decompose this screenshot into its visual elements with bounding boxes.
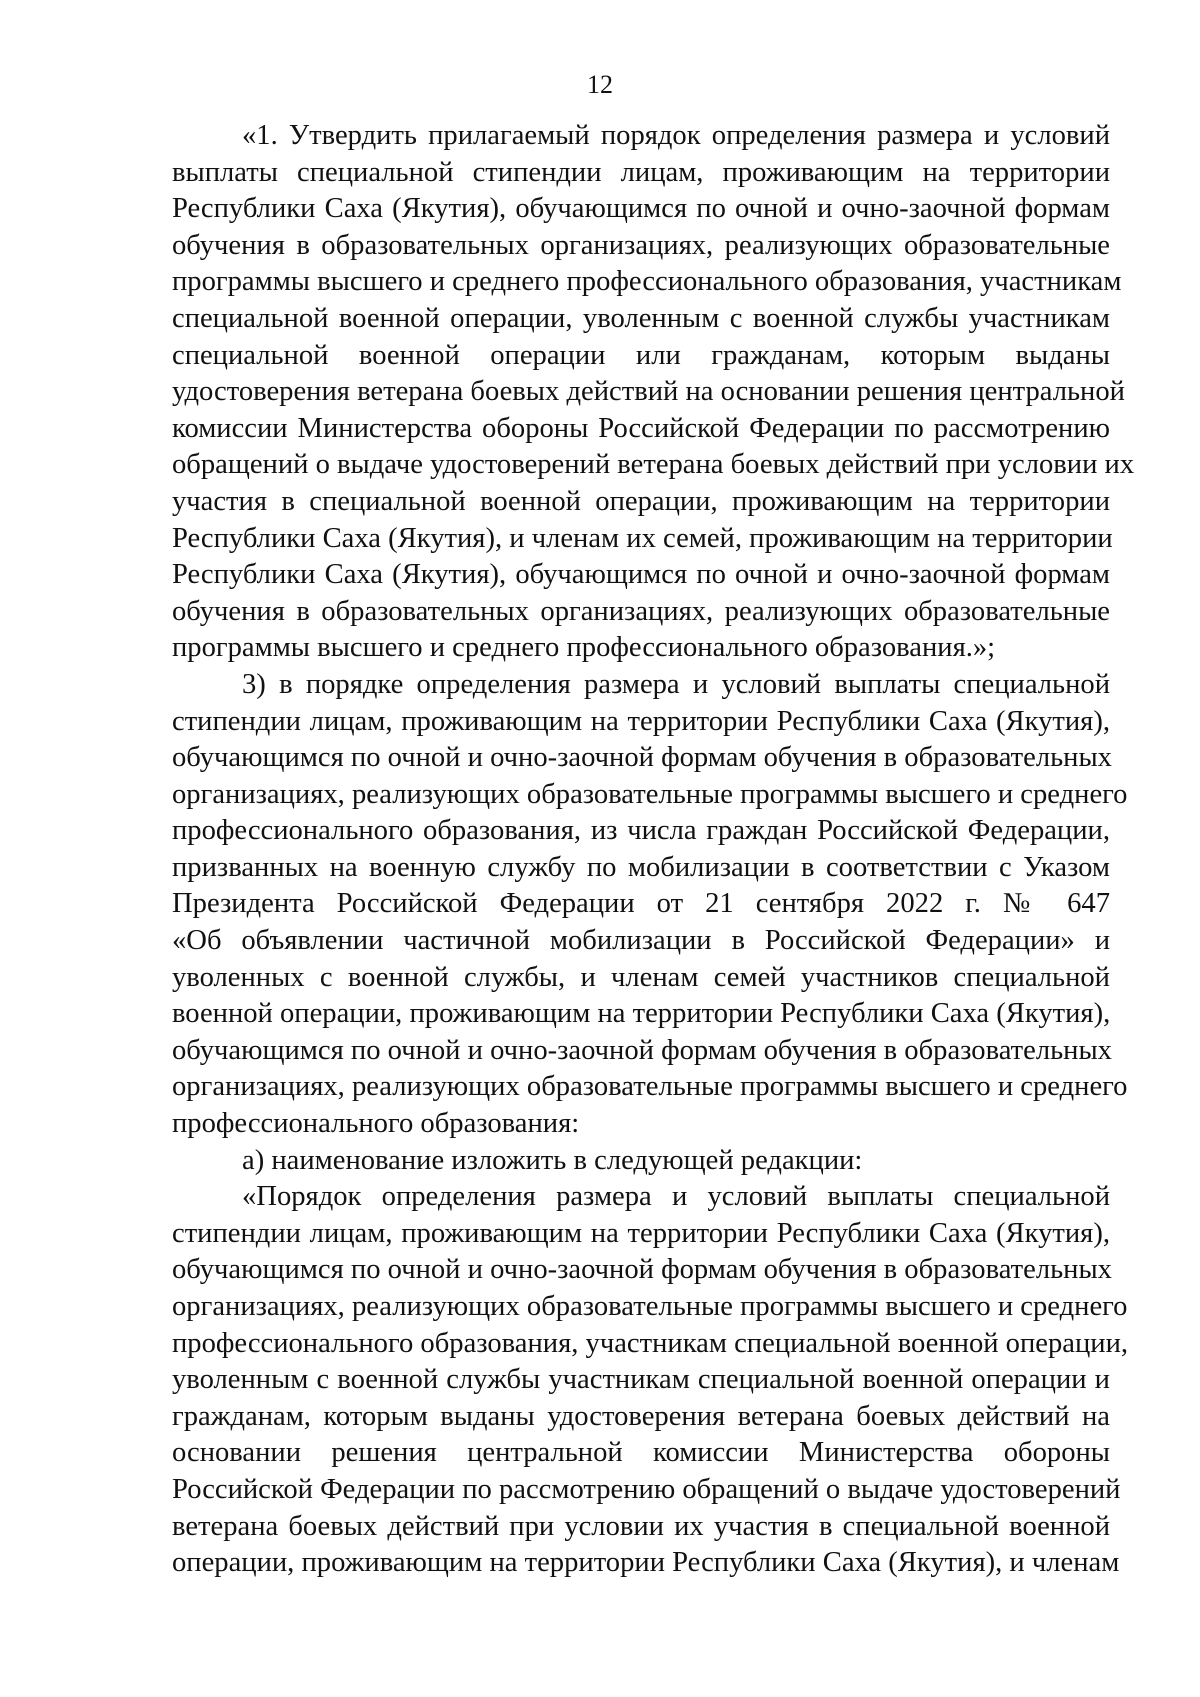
text-line: уволенных с военной службы, и членам семей участников специальной xyxy=(172,961,1110,993)
text-line: обучающимся по очной и очно-заочной формам обучения в образовательных xyxy=(172,1034,1112,1066)
page-number: 12 xyxy=(587,70,613,99)
text-line: Президента Российской Федерации от 21 сентября 2022 г. № 647 xyxy=(172,888,1110,920)
text-line: «Об объявлении частичной мобилизации в Российской Федерации» и xyxy=(172,925,1110,957)
text-line: обучения в образовательных организациях, реализующих образовательные xyxy=(172,595,1110,627)
text-line: организациях, реализующих образовательные программы высшего и среднего xyxy=(172,778,1128,810)
text-line: организациях, реализующих образовательные программы высшего и среднего xyxy=(172,1291,1128,1322)
text-line: выплаты специальной стипендии лицам, проживающим на территории xyxy=(172,156,1110,188)
text-line: Республики Саха (Якутия), и членам их семей, проживающим на территории xyxy=(172,522,1113,554)
text-line: профессионального образования, из числа граждан Российской Федерации, xyxy=(172,815,1110,847)
text-line: а) наименование изложить в следующей редакции: xyxy=(242,1144,863,1176)
text-line: уволенным с военной службы участникам специальной военной операции и xyxy=(172,1364,1110,1396)
paragraph xyxy=(172,1143,1110,1180)
text-line: «Порядок определения размера и условий выплаты специальной xyxy=(242,1181,1110,1213)
text-line: удостоверения ветерана боевых действий на основании решения центральной xyxy=(172,376,1125,408)
text-line: стипендии лицам, проживающим на территории Республики Саха (Якутия), xyxy=(172,705,1110,737)
text-line: обучающимся по очной и очно-заочной формам обучения в образовательных xyxy=(172,742,1112,774)
text-line: программы высшего и среднего профессионального образования, участникам xyxy=(172,266,1122,298)
text-line: стипендии лицам, проживающим на территории Республики Саха (Якутия), xyxy=(172,1217,1110,1249)
text-line: призванных на военную службу по мобилизации в соответствии с Указом xyxy=(172,851,1110,883)
text-line: Республики Саха (Якутия), обучающимся по очной и очно-заочной формам xyxy=(172,193,1110,225)
text-line: специальной военной операции или гражданам, которым выданы xyxy=(172,339,1110,371)
text-line: обучающимся по очной и очно-заочной формам обучения в образовательных xyxy=(172,1254,1112,1286)
text-line: военной операции, проживающим на территории Республики Саха (Якутия), xyxy=(172,998,1111,1030)
text-line: ветерана боевых действий при условии их участия в специальной военной xyxy=(172,1510,1110,1542)
text-line: Российской Федерации по рассмотрению обращений о выдаче удостоверений xyxy=(172,1473,1121,1505)
text-line: обучения в образовательных организациях, реализующих образовательные xyxy=(172,229,1110,261)
text-line: гражданам, которым выданы удостоверения ветерана боевых действий на xyxy=(172,1400,1110,1432)
text-line: основании решения центральной комиссии Министерства обороны xyxy=(172,1437,1110,1469)
text-line: комиссии Министерства обороны Российской Федерации по рассмотрению xyxy=(172,412,1110,444)
paragraph xyxy=(172,118,1135,667)
text-line: операции, проживающим на территории Республики Саха (Якутия), и членам xyxy=(172,1547,1120,1579)
text-line: программы высшего и среднего профессионального образования.»; xyxy=(172,632,996,664)
text-line: участия в специальной военной операции, проживающим на территории xyxy=(172,485,1110,517)
text-line: профессионального образования: xyxy=(172,1108,580,1140)
paragraph xyxy=(172,667,1128,1143)
document-body xyxy=(172,118,1135,1582)
text-line: обращений о выдаче удостоверений ветерана боевых действий при условии их xyxy=(172,449,1135,481)
paragraph xyxy=(172,1179,1129,1582)
text-line: Республики Саха (Якутия), обучающимся по очной и очно-заочной формам xyxy=(172,559,1110,591)
text-line: профессионального образования, участникам специальной военной операции, xyxy=(172,1327,1129,1359)
text-line: «1. Утвердить прилагаемый порядок определения размера и условий xyxy=(242,120,1110,151)
text-line: организациях, реализующих образовательные программы высшего и среднего xyxy=(172,1071,1128,1103)
text-line: специальной военной операции, уволенным с военной службы участникам xyxy=(172,302,1110,334)
text-line: 3) в порядке определения размера и условий выплаты специальной xyxy=(242,668,1110,700)
